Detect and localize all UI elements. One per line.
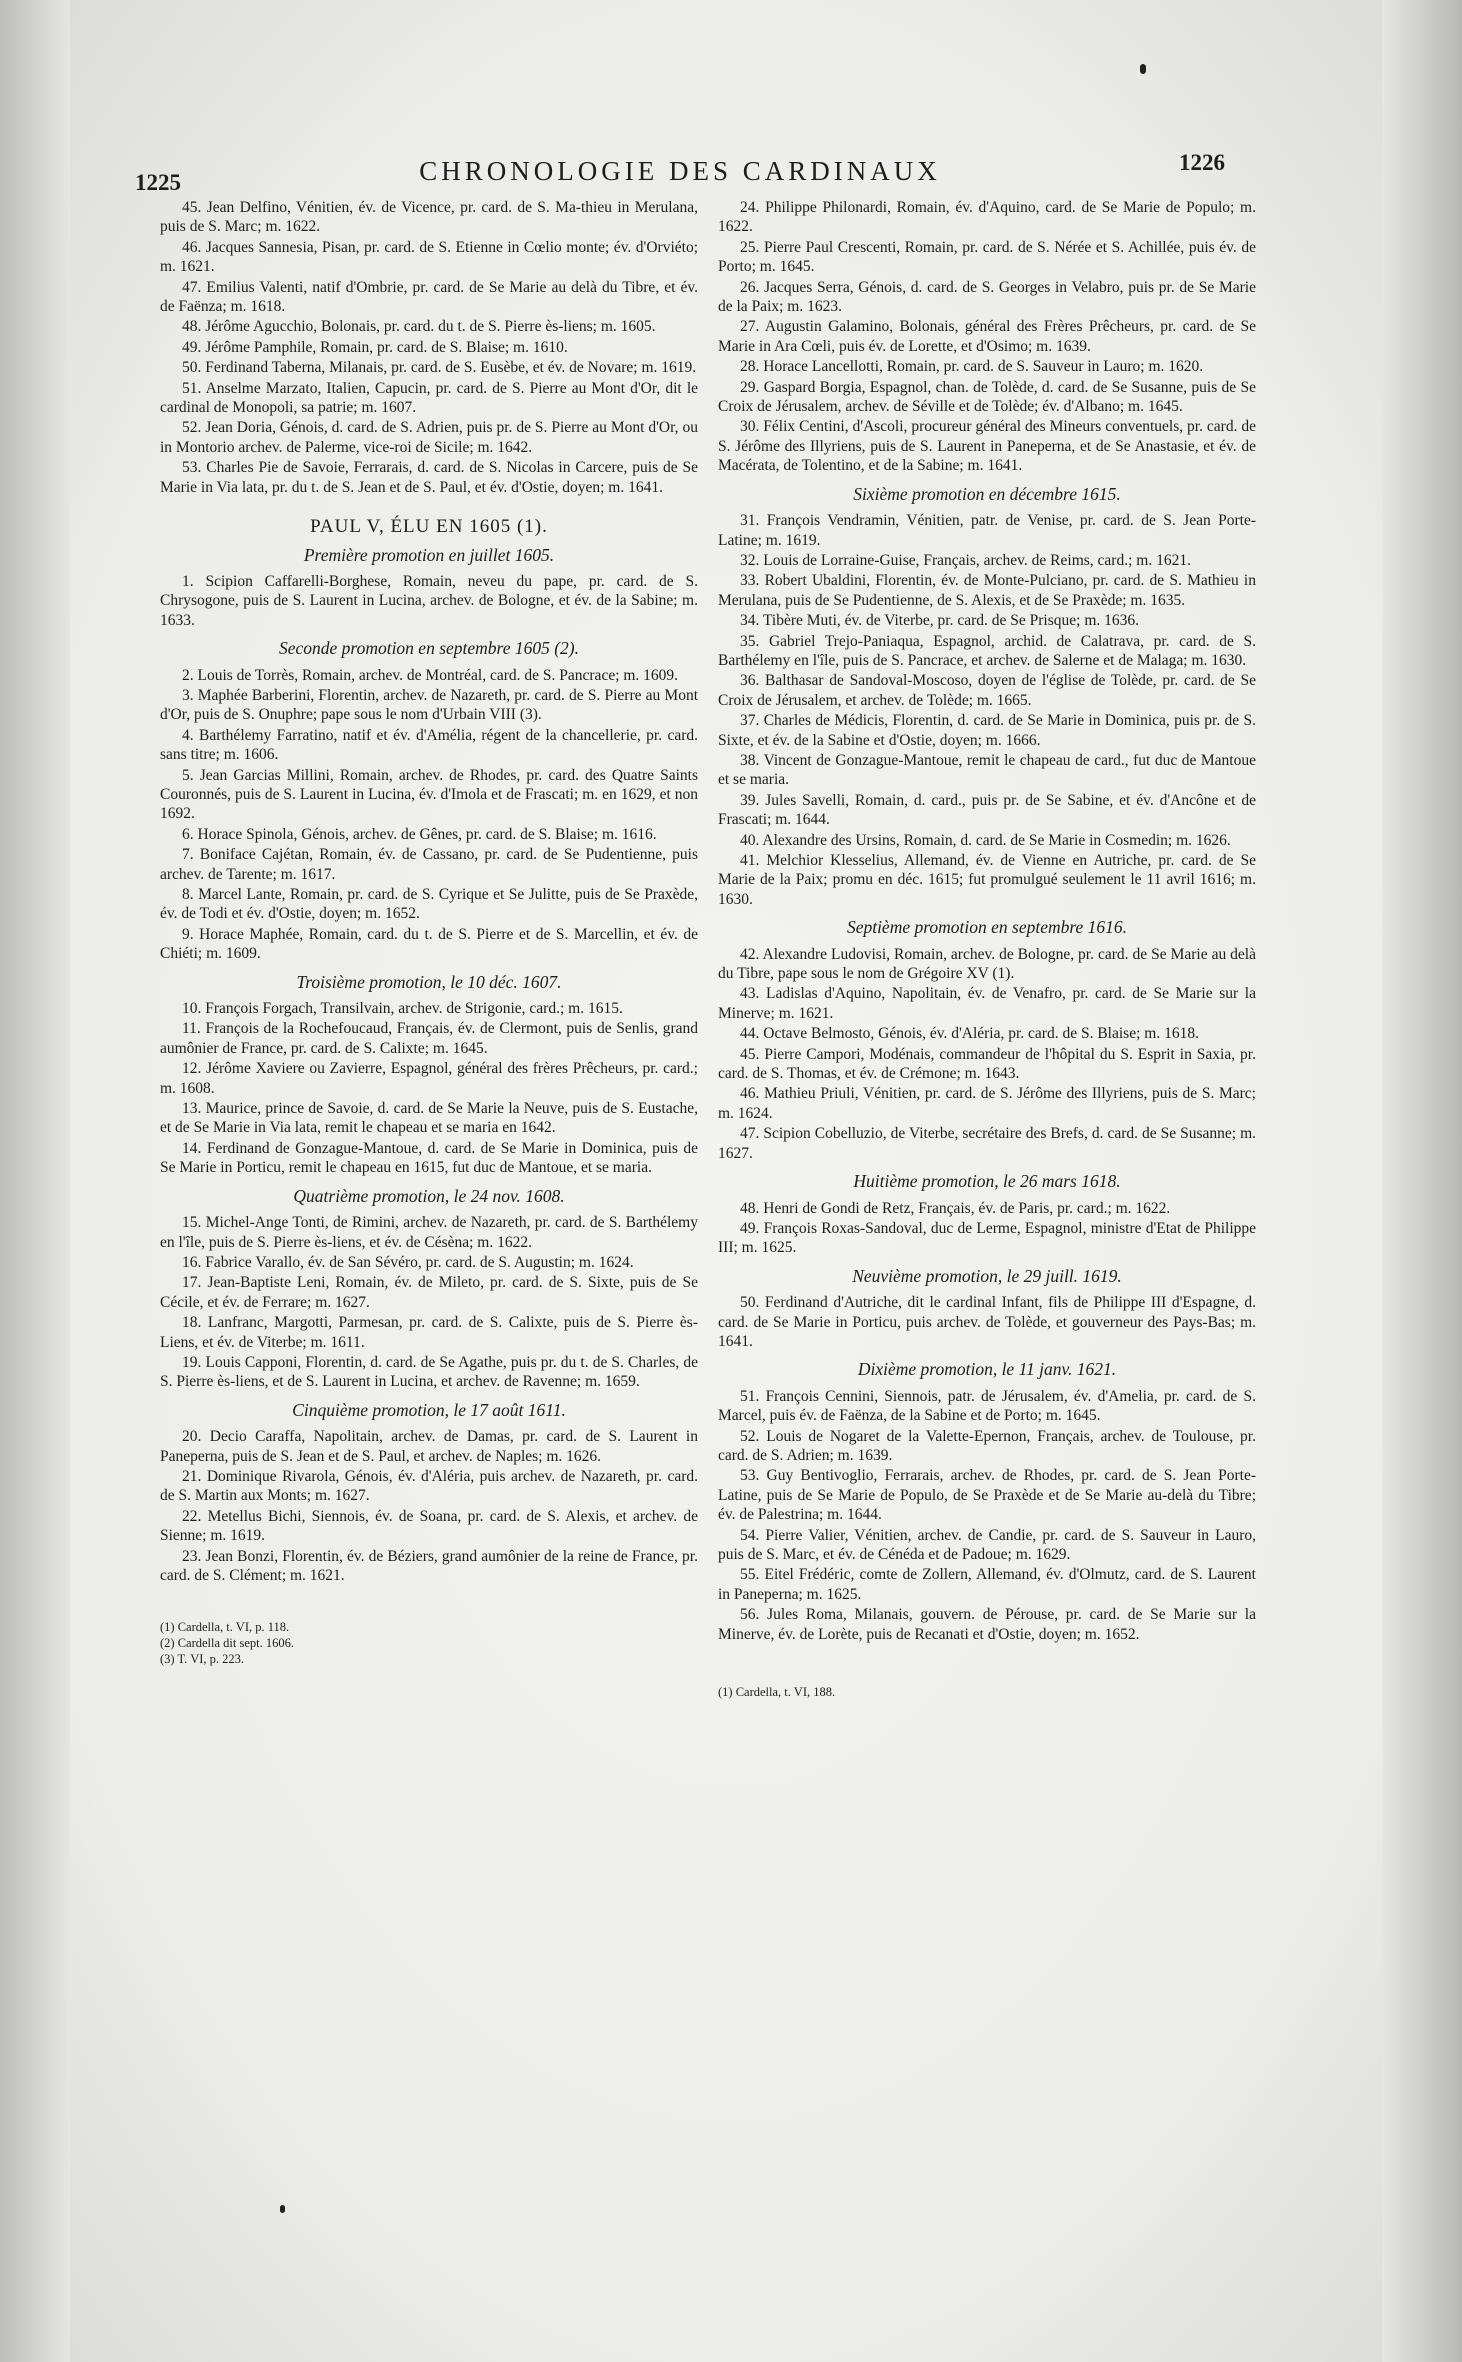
cardinal-entry: 52. Louis de Nogaret de la Valette-Epernon, Français, archev. de Toulouse, pr. card. de S. Adrien; m. 1639. — [718, 1427, 1256, 1464]
cardinal-entry: 49. François Roxas-Sandoval, duc de Lerme, Espagnol, ministre d'Etat de Philippe III; m. 1625. — [718, 1219, 1256, 1257]
running-title: CHRONOLOGIE DES CARDINAUX — [419, 156, 941, 186]
cardinal-entry: 3. Maphée Barberini, Florentin, archev. de Nazareth, pr. card. de S. Pierre au Mont d'Or, puis de S. Onuphre; pape sous le nom d'Urbain VIII (3). — [160, 686, 698, 724]
entry-list — [718, 198, 1256, 476]
entry-list — [718, 945, 1256, 1163]
section-heading: Dixième promotion, le 11 janv. 1621. — [857, 1359, 1117, 1380]
cardinal-entry: 6. Horace Spinola, Génois, archev. de Gênes, pr. card. de S. Blaise; m. 1616. — [182, 825, 657, 843]
footnotes — [718, 1684, 1256, 1700]
cardinal-entry: 28. Horace Lancellotti, Romain, pr. card. de S. Sauveur in Lauro; m. 1620. — [740, 358, 1204, 376]
footnotes — [160, 1619, 698, 1667]
cardinal-entry: 46. Mathieu Priuli, Vénitien, pr. card. de S. Jérôme des Illyriens, puis de S. Marc; m. 1624. — [718, 1085, 1256, 1122]
cardinal-entry: 12. Jérôme Xaviere ou Zavierre, Espagnol, général des frères Prêcheurs, pr. card.; m. 1608. — [160, 1060, 698, 1097]
left-column — [160, 198, 698, 1667]
cardinal-entry: 2. Louis de Torrès, Romain, archev. de Montréal, card. de S. Pancrace; m. 1609. — [182, 666, 679, 684]
page-header — [135, 150, 1225, 195]
footnote: (2) Cardella dit sept. 1606. — [160, 1636, 294, 1651]
cardinal-entry: 48. Henri de Gondi de Retz, Français, év. de Paris, pr. card.; m. 1622. — [740, 1199, 1171, 1217]
section-heading: Cinquième promotion, le 17 août 1611. — [292, 1399, 566, 1420]
cardinal-entry: 19. Louis Capponi, Florentin, d. card. de Se Agathe, puis pr. du t. de S. Charles, de S. Pierre ès-liens, et de S. Laurent in Lucina, et archev. de Ravenne; m. 1659. — [160, 1353, 698, 1391]
section-heading: Troisième promotion, le 10 déc. 1607. — [296, 971, 562, 992]
section-heading: Neuvième promotion, le 29 juill. 1619. — [852, 1265, 1122, 1286]
cardinal-entry: 26. Jacques Serra, Génois, d. card. de S. Georges in Velabro, puis pr. de Se Marie de la Paix; m. 1623. — [718, 278, 1256, 316]
cardinal-entry: 50. Ferdinand d'Autriche, dit le cardinal Infant, fils de Philippe III d'Espagne, d. card. de Se Marie in Porticu, puis archev. de Tolède, et gouverneur des Pays-Bas; m. 1641. — [718, 1294, 1256, 1350]
cardinal-entry: 27. Augustin Galamino, Bolonais, général des Frères Prêcheurs, pr. card. de Se Marie in Ara Cœli, puis év. de Lorette, et d'Osimo; m. 1639. — [718, 318, 1256, 355]
cardinal-entry: 56. Jules Roma, Milanais, gouvern. de Pérouse, pr. card. de Se Marie sur la Minerve, év. de Lorète, puis de Recanati et d'Ostie, doyen; m. 1652. — [718, 1606, 1256, 1643]
cardinal-entry: 55. Eitel Frédéric, comte de Zollern, Allemand, év. d'Olmutz, card. de S. Laurent in Paneperna; m. 1625. — [718, 1566, 1256, 1603]
cardinal-entry: 15. Michel-Ange Tonti, de Rimini, archev. de Nazareth, pr. card. de S. Barthélemy en l'île, puis de S. Pierre ès-liens, et év. de Césèna; m. 1622. — [160, 1214, 698, 1251]
cardinal-entry: 24. Philippe Philonardi, Romain, év. d'Aquino, card. de Se Marie de Populo; m. 1622. — [718, 199, 1256, 236]
cardinal-entry: 39. Jules Savelli, Romain, d. card., puis pr. de Se Sabine, et év. d'Ancône et de Frascati; m. 1644. — [718, 791, 1256, 829]
entry-list — [718, 1387, 1256, 1644]
cardinal-entry: 22. Metellus Bichi, Siennois, év. de Soana, pr. card. de S. Alexis, et archev. de Sienne; m. 1619. — [160, 1507, 698, 1545]
cardinal-entry: 33. Robert Ubaldini, Florentin, év. de Monte-Pulciano, pr. card. de S. Mathieu in Merulana, puis de Se Pudentienne, de S. Alexis, et de Se Praxède; m. 1635. — [718, 572, 1256, 609]
cardinal-entry: 20. Decio Caraffa, Napolitain, archev. de Damas, pr. card. de S. Laurent in Paneperna, puis de S. Jean et de S. Paul, et archev. de Naples; m. 1626. — [160, 1428, 698, 1465]
cardinal-entry: 47. Emilius Valenti, natif d'Ombrie, pr. card. de Se Marie au delà du Tibre, et év. de Faënza; m. 1618. — [160, 278, 698, 316]
cardinal-entry: 21. Dominique Rivarola, Génois, év. d'Aléria, puis archev. de Nazareth, pr. card. de S. Martin aux Monts; m. 1627. — [160, 1467, 698, 1505]
scan-edge-right — [1382, 0, 1462, 2362]
entry-list — [160, 198, 698, 497]
cardinal-entry: 41. Melchior Klesselius, Allemand, év. de Vienne en Autriche, pr. card. de Se Marie de la Paix; promu en déc. 1615; fut promulgué seulement le 11 avril 1616; m. 1630. — [718, 852, 1256, 908]
pope-heading: PAUL V, ÉLU EN 1605 (1). — [310, 516, 548, 538]
cardinal-entry: 10. François Forgach, Transilvain, archev. de Strigonie, card.; m. 1615. — [182, 1000, 623, 1018]
scan-edge-left — [0, 0, 70, 2362]
cardinal-entry: 53. Charles Pie de Savoie, Ferrarais, d. card. de S. Nicolas in Carcere, puis de Se Marie in Via lata, pr. du t. de S. Jean et de S. Paul, et év. d'Ostie, doyen; m. 1641. — [160, 459, 698, 496]
cardinal-entry: 50. Ferdinand Taberna, Milanais, pr. card. de S. Eusèbe, et év. de Novare; m. 1619. — [182, 359, 697, 377]
cardinal-entry: 25. Pierre Paul Crescenti, Romain, pr. card. de S. Nérée et S. Achillée, puis év. de Porto; m. 1645. — [718, 238, 1256, 276]
cardinal-entry: 45. Jean Delfino, Vénitien, év. de Vicence, pr. card. de S. Ma-thieu in Merulana, puis de S. Marc; m. 1622. — [160, 199, 698, 236]
entry-list — [160, 1427, 698, 1585]
cardinal-entry: 30. Félix Centini, d'Ascoli, procureur général des Mineurs conventuels, pr. card. de S. Jérôme des Illyriens, puis de S. Laurent in Paneperna, et de Se Anastasie, et év. de Macérata, de Tolentino, et de la Sabine; m. 1641. — [718, 418, 1256, 475]
cardinal-entry: 35. Gabriel Trejo-Paniaqua, Espagnol, archid. de Calatrava, pr. card. de S. Barthélemy en l'île, puis de S. Pancrace, et archev. de Salerne et de Malaga; m. 1630. — [718, 632, 1256, 669]
ink-spot — [280, 2205, 285, 2213]
section-heading: Septième promotion en septembre 1616. — [846, 917, 1128, 938]
footnote: (1) Cardella, t. VI, 188. — [718, 1685, 836, 1700]
entry-list — [160, 999, 698, 1178]
section-heading: Seconde promotion en septembre 1605 (2). — [278, 638, 580, 659]
cardinal-entry: 40. Alexandre des Ursins, Romain, d. card. de Se Marie in Cosmedin; m. 1626. — [740, 831, 1231, 849]
entry-list — [160, 1213, 698, 1392]
cardinal-entry: 9. Horace Maphée, Romain, card. du t. de S. Pierre et de S. Marcellin, et év. de Chiéti; m. 1609. — [160, 925, 698, 963]
right-column — [718, 198, 1256, 1700]
cardinal-entry: 48. Jérôme Agucchio, Bolonais, pr. card. du t. de S. Pierre ès-liens; m. 1605. — [182, 318, 656, 336]
entry-list — [718, 1293, 1256, 1351]
cardinal-entry: 52. Jean Doria, Génois, d. card. de S. Adrien, puis pr. de S. Pierre au Mont d'Or, ou in Montorio archev. de Palerme, vice-roi de Sicile; m. 1642. — [160, 419, 698, 456]
cardinal-entry: 17. Jean-Baptiste Leni, Romain, év. de Mileto, pr. card. de S. Sixte, puis de Se Cécile, et év. de Ferrare; m. 1627. — [160, 1274, 698, 1311]
cardinal-entry: 45. Pierre Campori, Modénais, commandeur de l'hôpital du S. Esprit in Saxia, pr. card. de S. Thomas, et év. de Crémone; m. 1643. — [718, 1045, 1256, 1083]
cardinal-entry: 34. Tibère Muti, év. de Viterbe, pr. card. de Se Prisque; m. 1636. — [740, 612, 1140, 630]
cardinal-entry: 29. Gaspard Borgia, Espagnol, chan. de Tolède, d. card. de Se Susanne, puis de Se Croix de Jérusalem, archev. de Séville et de Tolède; év. d'Albano; m. 1645. — [718, 378, 1256, 416]
cardinal-entry: 14. Ferdinand de Gonzague-Mantoue, d. card. de Se Marie in Dominica, puis de Se Marie in Porticu, remit le chapeau en 1615, fut duc de Mantoue, et se maria. — [160, 1139, 698, 1177]
footnote: (3) T. VI, p. 223. — [160, 1652, 245, 1667]
cardinal-entry: 5. Jean Garcias Millini, Romain, archev. de Rhodes, pr. card. des Quatre Saints Couronnés, puis de S. Laurent in Lucina, év. d'Imola et de Frascati; m. en 1629, et non 1692. — [160, 766, 698, 823]
cardinal-entry: 43. Ladislas d'Aquino, Napolitain, év. de Venafro, pr. card. de Se Marie sur la Minerve; m. 1621. — [718, 985, 1256, 1022]
cardinal-entry: 49. Jérôme Pamphile, Romain, pr. card. de S. Blaise; m. 1610. — [182, 338, 568, 356]
entry-list — [160, 666, 698, 964]
cardinal-entry: 47. Scipion Cobelluzio, de Viterbe, secrétaire des Brefs, d. card. de Se Susanne; m. 1627. — [718, 1125, 1256, 1162]
ink-spot — [1140, 64, 1146, 74]
cardinal-entry: 18. Lanfranc, Margotti, Parmesan, pr. card. de S. Calixte, puis de S. Pierre ès-Liens, et év. de Viterbe; m. 1611. — [160, 1314, 698, 1351]
cardinal-entry: 44. Octave Belmosto, Génois, év. d'Aléria, pr. card. de S. Blaise; m. 1618. — [740, 1025, 1199, 1043]
cardinal-entry: 32. Louis de Lorraine-Guise, Français, archev. de Reims, card.; m. 1621. — [740, 551, 1191, 569]
cardinal-entry: 8. Marcel Lante, Romain, pr. card. de S. Cyrique et Se Julitte, puis de Se Praxède, év. de Todi et év. d'Ostie, doyen; m. 1652. — [160, 886, 698, 923]
cardinal-entry: 7. Boniface Cajétan, Romain, év. de Cassano, pr. card. de Se Pudentienne, puis archev. de Tarente; m. 1617. — [160, 846, 698, 883]
cardinal-entry: 4. Barthélemy Farratino, natif et év. d'Amélia, régent de la chancellerie, pr. card. sans titre; m. 1606. — [160, 726, 698, 764]
cardinal-entry: 53. Guy Bentivoglio, Ferrarais, archev. de Rhodes, pr. card. de S. Jean Porte-Latine, puis de Se Marie de Populo, de Se Praxède et de Se Marie au-delà du Tibre; év. de Palestrina; m. 1644. — [718, 1467, 1256, 1524]
cardinal-entry: 51. François Cennini, Siennois, patr. de Jérusalem, év. d'Amelia, pr. card. de S. Marcel, puis év. de Faënza, de la Sabine et de Porto; m. 1645. — [718, 1387, 1256, 1425]
entry-list — [718, 1199, 1256, 1258]
entry-list — [160, 572, 698, 630]
section-heading: Sixième promotion en décembre 1615. — [853, 483, 1121, 504]
cardinal-entry: 54. Pierre Valier, Vénitien, archev. de Candie, pr. card. de S. Sauveur in Lauro, puis de S. Marc, et év. de Cénéda et de Padoue; m. 1629. — [718, 1526, 1256, 1563]
cardinal-entry: 51. Anselme Marzato, Italien, Capucin, pr. card. de S. Pierre au Mont d'Or, dit le cardinal de Monopoli, sa patrie; m. 1607. — [160, 379, 698, 417]
cardinal-entry: 11. François de la Rochefoucaud, Français, év. de Clermont, puis de Senlis, grand aumônier de France, pr. card. de S. Calixte; m. 1645. — [160, 1020, 698, 1057]
cardinal-entry: 31. François Vendramin, Vénitien, patr. de Venise, pr. card. de S. Jean Porte-Latine; m. 1619. — [718, 512, 1256, 549]
section-heading: Première promotion en juillet 1605. — [303, 544, 555, 565]
cardinal-entry: 37. Charles de Médicis, Florentin, d. card. de Se Marie in Dominica, puis pr. de S. Sixte, et év. de la Sabine et d'Ostie, doyen; m. 1666. — [718, 712, 1256, 749]
cardinal-entry: 13. Maurice, prince de Savoie, d. card. de Se Marie la Neuve, puis de S. Eustache, et de Se Marie in Via lata, remit le chapeau et se maria en 1642. — [160, 1100, 698, 1137]
cardinal-entry: 16. Fabrice Varallo, év. de San Sévéro, pr. card. de S. Augustin; m. 1624. — [182, 1253, 634, 1271]
cardinal-entry: 42. Alexandre Ludovisi, Romain, archev. de Bologne, pr. card. de Se Marie au delà du Tibre, pape sous le nom de Grégoire XV (1). — [718, 945, 1256, 983]
footnote: (1) Cardella, t. VI, p. 118. — [160, 1620, 290, 1635]
cardinal-entry: 23. Jean Bonzi, Florentin, év. de Béziers, grand aumônier de la reine de France, pr. card. de S. Clément; m. 1621. — [160, 1547, 698, 1584]
page-number-right: 1226 — [1179, 150, 1225, 175]
cardinal-entry: 38. Vincent de Gonzague-Mantoue, remit le chapeau de card., fut duc de Mantoue et se maria. — [718, 751, 1256, 789]
entry-list — [718, 511, 1256, 909]
cardinal-entry: 36. Balthasar de Sandoval-Moscoso, doyen de l'église de Tolède, pr. card. de Se Croix de Jérusalem, et archev. de Tolède; m. 1665. — [718, 672, 1256, 709]
section-heading: Quatrième promotion, le 24 nov. 1608. — [293, 1185, 565, 1206]
cardinal-entry: 1. Scipion Caffarelli-Borghese, Romain, neveu du pape, pr. card. de S. Chrysogone, puis de S. Laurent in Lucina, archev. de Bologne, et év. de la Sabine; m. 1633. — [160, 572, 698, 629]
cardinal-entry: 46. Jacques Sannesia, Pisan, pr. card. de S. Etienne in Cœlio monte; év. d'Orviéto; m. 1621. — [160, 238, 698, 276]
section-heading: Huitième promotion, le 26 mars 1618. — [853, 1171, 1121, 1192]
page-number-left: 1225 — [135, 170, 181, 195]
